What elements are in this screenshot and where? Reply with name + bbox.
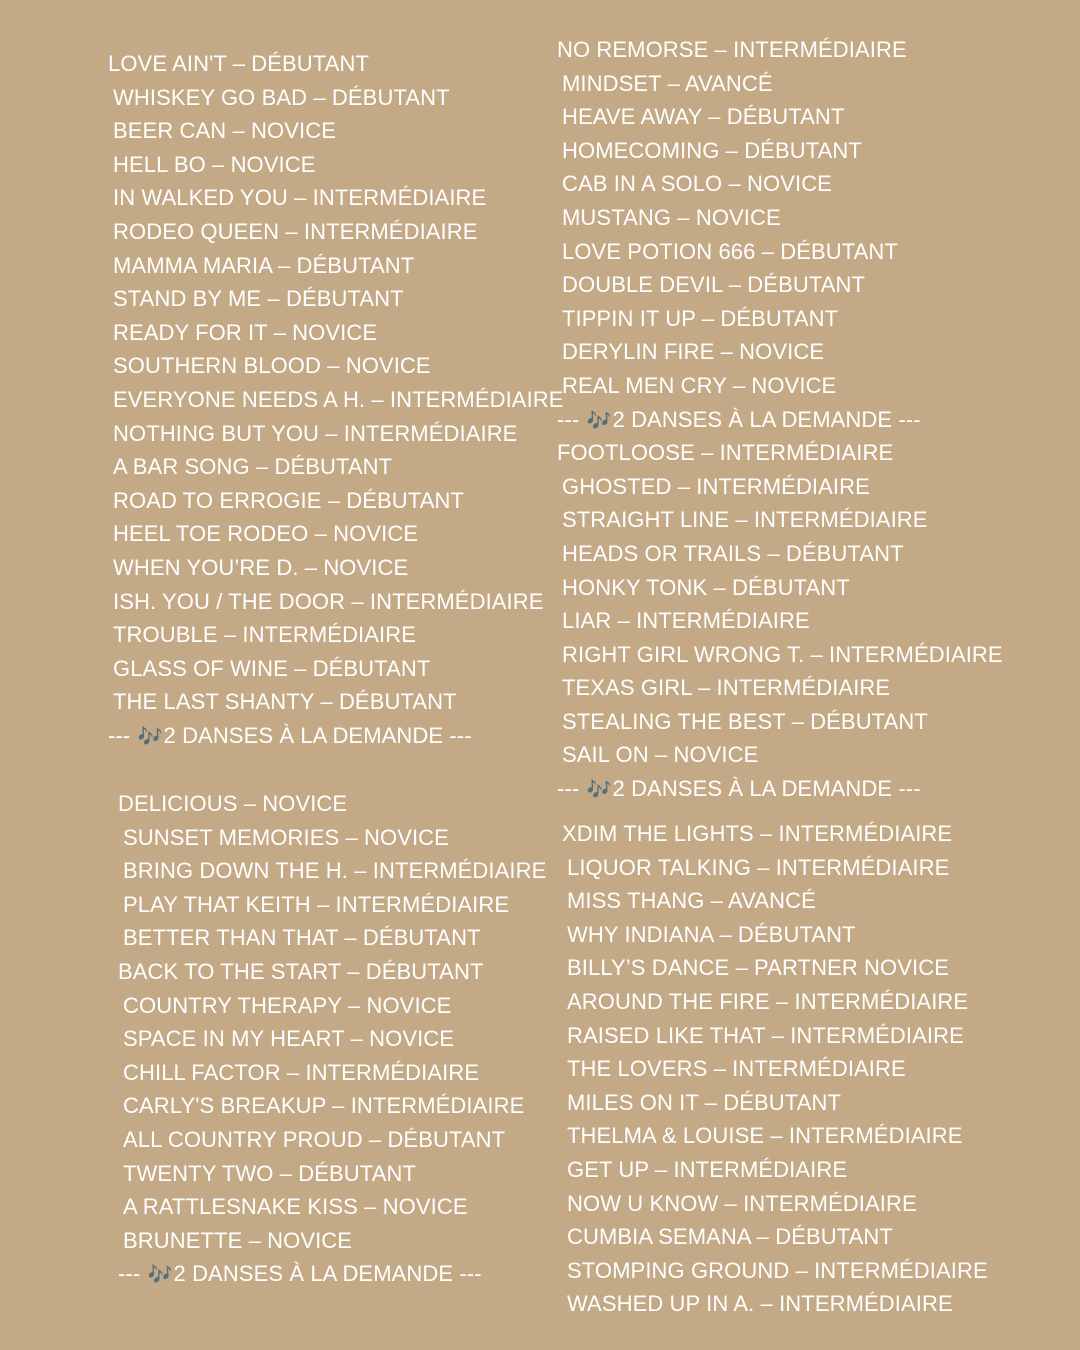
- dance-item: SUNSET MEMORIES – NOVICE: [123, 824, 449, 850]
- dance-item: THE LOVERS – INTERMÉDIAIRE: [567, 1056, 906, 1082]
- dance-item: TEXAS GIRL – INTERMÉDIAIRE: [562, 675, 891, 701]
- dance-item: MINDSET – AVANCÉ: [562, 70, 773, 96]
- dance-item: RODEO QUEEN – INTERMÉDIAIRE: [113, 218, 478, 244]
- dance-item: STEALING THE BEST – DÉBUTANT: [562, 708, 928, 734]
- request-label: 2 DANSES À LA DEMANDE ---: [612, 776, 921, 802]
- dance-item: LOVE AIN'T – DÉBUTANT: [108, 51, 369, 76]
- dance-item: HELL BO – NOVICE: [113, 151, 316, 177]
- dance-item: GHOSTED – INTERMÉDIAIRE: [562, 473, 870, 499]
- dance-item: TROUBLE – INTERMÉDIAIRE: [113, 622, 417, 648]
- request-divider: [557, 772, 1003, 806]
- dance-item: HEEL TOE RODEO – NOVICE: [113, 521, 419, 547]
- request-divider: [108, 719, 564, 753]
- dance-item: RAISED LIKE THAT – INTERMÉDIAIRE: [567, 1022, 964, 1048]
- dance-item: HEAVE AWAY – DÉBUTANT: [562, 104, 845, 130]
- dance-list-right-top: [557, 33, 1003, 806]
- dance-item: COUNTRY THERAPY – NOVICE: [123, 992, 452, 1018]
- request-prefix: ---: [108, 722, 131, 748]
- dance-item: IN WALKED YOU – INTERMÉDIAIRE: [113, 185, 487, 211]
- dance-item: LIQUOR TALKING – INTERMÉDIAIRE: [567, 854, 950, 880]
- dance-item: BETTER THAN THAT – DÉBUTANT: [123, 925, 481, 951]
- dance-item: FOOTLOOSE – INTERMÉDIAIRE: [557, 440, 894, 466]
- dance-item: DERYLIN FIRE – NOVICE: [562, 339, 825, 365]
- dance-item: REAL MEN CRY – NOVICE: [562, 372, 837, 398]
- dance-list-left-bottom: [118, 787, 546, 1291]
- dance-item: SAIL ON – NOVICE: [562, 742, 759, 768]
- dance-item: A BAR SONG – DÉBUTANT: [113, 454, 393, 480]
- dance-item: SOUTHERN BLOOD – NOVICE: [113, 353, 431, 379]
- dance-item: STAND BY ME – DÉBUTANT: [113, 286, 404, 312]
- dance-item: CARLY'S BREAKUP – INTERMÉDIAIRE: [123, 1093, 525, 1119]
- dance-item: BEER CAN – NOVICE: [113, 118, 336, 144]
- music-note-icon: 🎶: [586, 779, 612, 802]
- dance-item: BRUNETTE – NOVICE: [123, 1227, 353, 1253]
- request-divider: [557, 403, 1003, 437]
- dance-item: THELMA & LOUISE – INTERMÉDIAIRE: [567, 1123, 963, 1149]
- request-prefix: ---: [118, 1261, 141, 1287]
- dance-item: SPACE IN MY HEART – NOVICE: [123, 1026, 455, 1052]
- music-note-icon: 🎶: [137, 725, 163, 748]
- dance-item: LIAR – INTERMÉDIAIRE: [562, 608, 810, 634]
- music-note-icon: 🎶: [147, 1264, 173, 1287]
- request-prefix: ---: [557, 776, 580, 802]
- dance-item: WHISKEY GO BAD – DÉBUTANT: [113, 84, 450, 110]
- dance-item: CAB IN A SOLO – NOVICE: [562, 171, 832, 197]
- dance-item: HONKY TONK – DÉBUTANT: [562, 574, 850, 600]
- request-label: 2 DANSES À LA DEMANDE ---: [612, 406, 921, 432]
- dance-item: STRAIGHT LINE – INTERMÉDIAIRE: [562, 507, 928, 533]
- dance-item: NOW U KNOW – INTERMÉDIAIRE: [567, 1190, 917, 1216]
- dance-item: EVERYONE NEEDS A H. – INTERMÉDIAIRE: [113, 386, 564, 412]
- dance-item: WHEN YOU’RE D. – NOVICE: [113, 554, 409, 580]
- dance-item: CHILL FACTOR – INTERMÉDIAIRE: [123, 1059, 480, 1085]
- dance-item: NO REMORSE – INTERMÉDIAIRE: [557, 37, 907, 62]
- dance-item: THE LAST SHANTY – DÉBUTANT: [113, 689, 457, 715]
- dance-item: TIPPIN IT UP – DÉBUTANT: [562, 305, 839, 331]
- dance-item: MUSTANG – NOVICE: [562, 204, 781, 230]
- music-note-icon: 🎶: [586, 409, 612, 432]
- dance-item: MISS THANG – AVANCÉ: [567, 888, 816, 914]
- dance-item: BRING DOWN THE H. – INTERMÉDIAIRE: [123, 858, 547, 884]
- request-label: 2 DANSES À LA DEMANDE ---: [173, 1261, 482, 1287]
- dance-item: LOVE POTION 666 – DÉBUTANT: [562, 238, 898, 264]
- dance-item: AROUND THE FIRE – INTERMÉDIAIRE: [567, 988, 969, 1014]
- dance-item: BILLY’S DANCE – PARTNER NOVICE: [567, 955, 949, 981]
- dance-item: GLASS OF WINE – DÉBUTANT: [113, 655, 431, 681]
- dance-item: READY FOR IT – NOVICE: [113, 319, 378, 345]
- dance-item: WHY INDIANA – DÉBUTANT: [567, 921, 856, 947]
- dance-item: WASHED UP IN A. – INTERMÉDIAIRE: [567, 1291, 953, 1317]
- dance-item: STOMPING GROUND – INTERMÉDIAIRE: [567, 1257, 988, 1283]
- dance-item: GET UP – INTERMÉDIAIRE: [567, 1156, 848, 1182]
- dance-list-right-bottom: [562, 817, 988, 1321]
- dance-item: MAMMA MARIA – DÉBUTANT: [113, 252, 415, 278]
- dance-item: A RATTLESNAKE KISS – NOVICE: [123, 1194, 468, 1220]
- dance-item: ISH. YOU / THE DOOR – INTERMÉDIAIRE: [113, 588, 544, 614]
- dance-item: ALL COUNTRY PROUD – DÉBUTANT: [123, 1126, 506, 1152]
- dance-item: HOMECOMING – DÉBUTANT: [562, 137, 862, 163]
- dance-item: ROAD TO ERROGIE – DÉBUTANT: [113, 487, 464, 513]
- dance-item: TWENTY TWO – DÉBUTANT: [123, 1160, 416, 1186]
- dance-item: PLAY THAT KEITH – INTERMÉDIAIRE: [123, 891, 510, 917]
- request-label: 2 DANSES À LA DEMANDE ---: [163, 722, 472, 748]
- dance-item: HEADS OR TRAILS – DÉBUTANT: [562, 540, 904, 566]
- dance-item: BACK TO THE START – DÉBUTANT: [118, 958, 484, 984]
- request-divider: [118, 1257, 546, 1291]
- dance-item: CUMBIA SEMANA – DÉBUTANT: [567, 1224, 893, 1250]
- request-prefix: ---: [557, 406, 580, 432]
- dance-item: DELICIOUS – NOVICE: [118, 791, 348, 816]
- dance-item: NOTHING BUT YOU – INTERMÉDIAIRE: [113, 420, 518, 446]
- dance-item: XDIM THE LIGHTS – INTERMÉDIAIRE: [562, 821, 953, 846]
- dance-item: DOUBLE DEVIL – DÉBUTANT: [562, 272, 866, 298]
- dance-item: MILES ON IT – DÉBUTANT: [567, 1089, 841, 1115]
- dance-list-left-top: [108, 47, 564, 752]
- dance-item: RIGHT GIRL WRONG T. – INTERMÉDIAIRE: [562, 641, 1003, 667]
